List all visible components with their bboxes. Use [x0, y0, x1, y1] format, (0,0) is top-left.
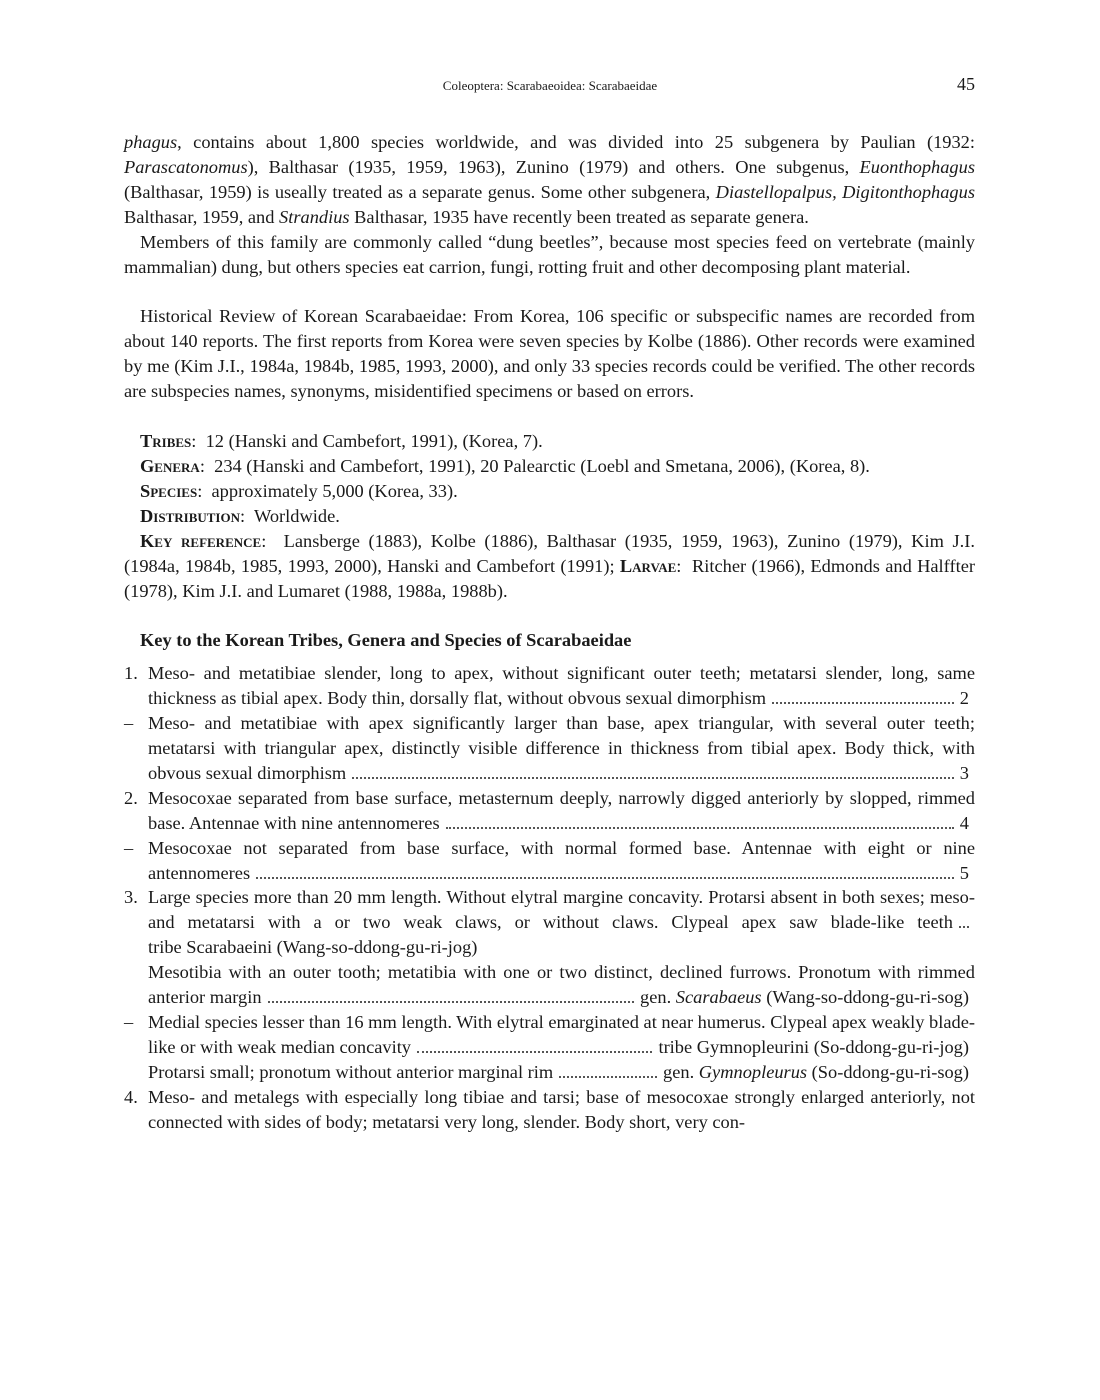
couplet-target	[640, 987, 969, 1007]
couplet-body	[148, 960, 975, 1010]
target-prefix: gen.	[663, 1061, 699, 1082]
couplet-target	[960, 763, 969, 783]
taxon-name: Diastellopalpus, Digitonthophagus	[715, 181, 975, 202]
key-heading: Key to the Korean Tribes, Genera and Species of Scarabaeidae	[140, 630, 632, 651]
intro-paragraph-1	[124, 130, 975, 230]
key-reference-text: Lansberge (1883), Kolbe (1886), Balthasar (1935, 1959, 1963), Zunino (1979), Kim J.I. (1984a, 1984b, 1985, 1993, 2000), Hanski and Cambefort (1991);	[124, 530, 976, 576]
text-run: Balthasar, 1935 have recently been treated as separate genera.	[349, 206, 809, 227]
leader-dots	[417, 1040, 652, 1053]
distribution-label: Distribution	[140, 505, 240, 526]
couplet-marker: –	[124, 713, 134, 734]
couplet-body	[148, 1060, 975, 1085]
leader-dots	[352, 766, 954, 779]
couplet-target	[148, 937, 477, 957]
taxon-name: Euonthophagus	[859, 156, 975, 177]
couplet-text: Mesocoxae not separated from base surface, with normal formed base. Antennae with eight or nine antennomeres	[148, 837, 975, 883]
couplet-body	[148, 1010, 975, 1060]
larvae-label: Larvae	[619, 555, 677, 576]
tribes-label: Tribes	[140, 431, 192, 452]
key-couplet	[124, 960, 975, 1010]
couplet-body	[148, 885, 975, 960]
couplet-target	[960, 813, 969, 833]
couplet-target	[960, 688, 969, 708]
species-label: Species	[140, 480, 198, 501]
couplet-text: Mesocoxae separated from base surface, metasternum deeply, narrowly digged anteriorly by slopped, rimmed base. Antennae with nine antennomeres	[148, 787, 975, 833]
leader-dots	[959, 915, 969, 928]
tribes-field: Tribes: 12 (Hanski and Cambefort, 1991), (Korea, 7).	[140, 431, 543, 452]
couplet-text: Protarsi small; pronotum without anterior marginal rim	[148, 1061, 554, 1082]
key-couplet	[124, 1060, 975, 1085]
taxon-name: Parascatonomus	[124, 156, 248, 177]
leader-dots	[256, 866, 954, 879]
key-couplet	[124, 1010, 975, 1060]
couplet-text: Meso- and metatibiae with apex significantly larger than base, apex triangular, with several outer teeth; metatarsi with triangular apex, distinctly visible difference in thickness from tibial apex. Body thick, with obvous sexual dimorphism	[148, 713, 975, 783]
target-text: 3	[959, 762, 969, 783]
couplet-body	[148, 836, 975, 886]
tribes-text: 12 (Hanski and Cambefort, 1991), (Korea, 7).	[205, 431, 543, 452]
couplet-body	[148, 711, 975, 786]
couplet-marker: 2.	[124, 787, 138, 808]
target-text: (So-ddong-gu-ri-sog)	[807, 1061, 969, 1082]
couplet-text: Meso- and metalegs with especially long tibiae and tarsi; base of mesocoxae strongly enlarged anteriorly, not connected with sides of body; metatarsi very long, slender. Body short, very con-	[148, 1086, 975, 1132]
couplet-text: Mesotibia with an outer tooth; metatibia with one or two distinct, declined furrows. Pronotum with rimmed anterior margin	[148, 962, 975, 1008]
target-text: 2	[959, 688, 969, 709]
couplet-marker: 3.	[124, 887, 138, 908]
genera-text: 234 (Hanski and Cambefort, 1991), 20 Palearctic (Loebl and Smetana, 2006), (Korea, 8).	[214, 455, 870, 476]
taxon-name: phagus	[124, 132, 178, 152]
couplet-text: Meso- and metatibiae slender, long to apex, without significant outer teeth; metatarsi slender, long, same thickness as tibial apex. Body thin, dorsally flat, without obvous sexual dimorphism	[148, 663, 975, 709]
target-text: tribe Gymnopleurini (So-ddong-gu-ri-jog)	[658, 1036, 969, 1057]
text-run: ), Balthasar (1935, 1959, 1963), Zunino (1979) and others. One subgenus,	[247, 156, 860, 177]
genus-name: Gymnopleurus	[698, 1061, 808, 1082]
couplet-text: Medial species lesser than 16 mm length. With elytral emarginated at near humerus. Clypeal apex weakly blade-like or with weak median concavity	[148, 1012, 975, 1057]
couplet-target	[658, 1037, 969, 1057]
key-reference-field: Key reference: Lansberge (1883), Kolbe (1886), Balthasar (1935, 1959, 1963), Zunino (1979), Kim J.I. (1984a, 1984b, 1985, 1993, 2000), Hanski and Cambefort (1991); Larvae: Ritcher (1966), Edmonds and Halffter (1978), Kim J.I. and Lumaret (1988, 1988a, 1988b).	[124, 530, 976, 601]
target-text: tribe Scarabaeini (Wang-so-ddong-gu-ri-jog)	[148, 937, 478, 958]
couplet-marker: –	[124, 837, 134, 858]
distribution-field: Distribution: Worldwide.	[140, 505, 340, 526]
key-couplet	[124, 885, 975, 960]
identification-key	[124, 661, 975, 1134]
couplet-text: Large species more than 20 mm length. Without elytral margine concavity. Protarsi absent in both sexes; meso- and metatarsi with a or two weak claws, or without claws. Clypeal apex saw blade-like teeth	[148, 887, 975, 933]
species-text: approximately 5,000 (Korea, 33).	[211, 480, 458, 501]
leader-dots	[772, 691, 954, 704]
leader-dots	[446, 816, 954, 829]
text-run: (Balthasar, 1959) is useally treated as a separate genus. Some other subgenera,	[124, 181, 716, 202]
genus-name: Scarabaeus	[675, 987, 762, 1008]
key-couplet	[124, 836, 975, 886]
couplet-target	[663, 1062, 969, 1082]
target-prefix: gen.	[640, 987, 676, 1008]
historical-review-paragraph: Historical Review of Korean Scarabaeidae: From Korea, 106 specific or subspecific names are recorded from about 140 reports. The first reports from Korea were seven species by Kolbe (1886). Other records were examined by me (Kim J.I., 1984a, 1984b, 1985, 1993, 2000), and only 33 species records could be verified. The other records are subspecies names, synonyms, misidentified specimens or based on errors.	[124, 306, 975, 402]
key-couplet	[124, 711, 975, 786]
key-couplet	[124, 1085, 975, 1135]
target-text: (Wang-so-ddong-gu-ri-sog)	[761, 987, 969, 1008]
intro-paragraph-2: Members of this family are commonly called “dung beetles”, because most species feed on vertebrate (mainly mammalian) dung, but others species eat carrion, fungi, rotting fruit and other decomposing plant material.	[124, 231, 975, 277]
target-text: 5	[959, 862, 969, 883]
couplet-body	[148, 661, 975, 711]
genera-field: Genera: 234 (Hanski and Cambefort, 1991), 20 Palearctic (Loebl and Smetana, 2006), (Korea, 8).	[140, 455, 870, 476]
genera-label: Genera	[140, 455, 200, 476]
key-reference-label: Key reference	[140, 530, 262, 551]
target-text: 4	[959, 812, 969, 833]
text-run: Balthasar, 1959, and	[124, 206, 280, 227]
couplet-body	[148, 786, 975, 836]
taxon-name: Strandius	[279, 206, 350, 227]
larvae-text: Ritcher (1966), Edmonds and Halffter (1978), Kim J.I. and Lumaret (1988, 1988a, 1988b).	[124, 555, 975, 601]
text-run: , contains about 1,800 species worldwide, and was divided into 25 subgenera by Paulian (1932:	[177, 132, 975, 152]
running-title: Coleoptera: Scarabaeoidea: Scarabaeidae	[442, 78, 658, 93]
couplet-marker: –	[124, 1012, 134, 1032]
page-number: 45	[957, 74, 975, 94]
leader-dots	[268, 990, 634, 1003]
key-couplet	[124, 661, 975, 711]
couplet-body	[148, 1085, 975, 1135]
species-field: Species: approximately 5,000 (Korea, 33).	[140, 480, 458, 501]
leader-dots	[559, 1065, 657, 1078]
couplet-marker: 1.	[124, 663, 138, 684]
couplet-marker: 4.	[124, 1086, 138, 1107]
distribution-text: Worldwide.	[253, 505, 340, 526]
page-body	[124, 130, 975, 1135]
key-couplet	[124, 786, 975, 836]
couplet-target	[960, 863, 969, 883]
